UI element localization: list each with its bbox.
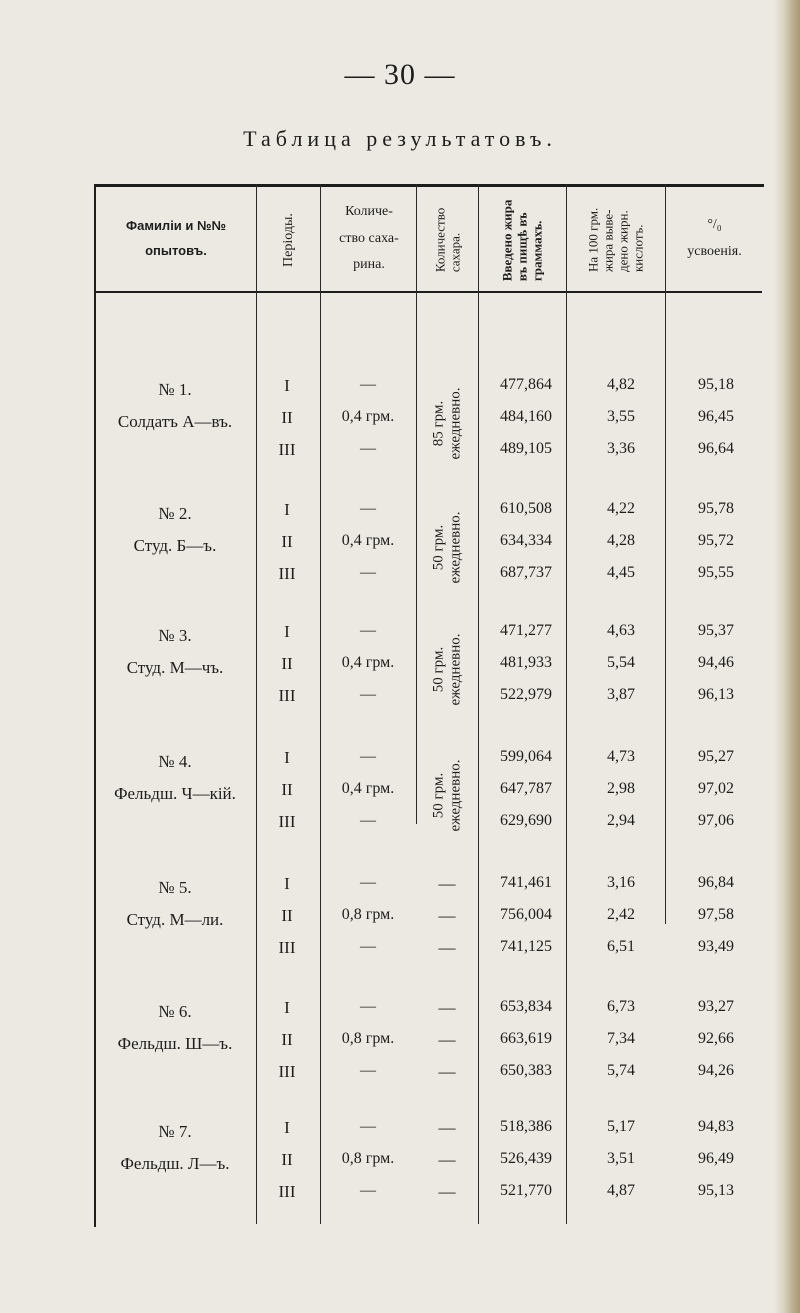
absorption-percent: 95,13 (698, 1182, 734, 1199)
absorption-percent: 97,06 (698, 812, 734, 829)
saccharin-amount: — (360, 1182, 376, 1199)
fat-intake: 521,770 (500, 1182, 552, 1199)
header-rule (94, 291, 762, 293)
fat-excreted: 6,73 (607, 998, 635, 1015)
subject-name: Студ. Б—ъ. (133, 536, 217, 555)
absorption-percent: 96,84 (698, 874, 734, 891)
fat-excreted: 4,22 (607, 500, 635, 517)
period: I (284, 1118, 290, 1137)
fat-intake: 663,619 (500, 1030, 552, 1047)
fat-excreted: 5,74 (607, 1062, 635, 1079)
page-title: Таблица результатовъ. (243, 126, 557, 151)
absorption-percent: 94,26 (698, 1062, 734, 1079)
fat-excreted: 5,17 (607, 1118, 635, 1135)
fat-excreted: 3,36 (607, 440, 635, 457)
fat-excreted: 4,82 (607, 376, 635, 393)
period: II (281, 780, 293, 799)
subject-name: Студ. М—ли. (126, 910, 224, 929)
absorption-percent: 93,27 (698, 998, 734, 1015)
fat-excreted: 3,51 (607, 1150, 635, 1167)
saccharin-amount: — (360, 938, 376, 955)
saccharin-amount: — (360, 1118, 376, 1135)
experiment-row-1 (94, 368, 762, 491)
sugar-quantity: 50 грм. ежедневно. (430, 633, 463, 705)
period: III (278, 812, 296, 831)
saccharin-amount: — (360, 622, 376, 639)
period: I (284, 748, 290, 767)
header-sugar-quantity: Количество сахара. (432, 207, 462, 273)
period: II (281, 1150, 293, 1169)
fat-excreted: 2,94 (607, 812, 635, 829)
fat-excreted: 4,28 (607, 532, 635, 549)
experiment-number: № 5. (158, 878, 192, 897)
absorption-percent: 92,66 (698, 1030, 734, 1047)
saccharin-amount: — (360, 812, 376, 829)
sugar-quantity: — (438, 1118, 456, 1137)
sugar-quantity: — (438, 1062, 456, 1081)
absorption-percent: 96,64 (698, 440, 734, 457)
absorption-percent: 95,37 (698, 622, 734, 639)
saccharin-amount: 0,8 грм. (341, 1150, 395, 1167)
experiment-row-4 (94, 740, 762, 863)
experiment-number: № 7. (158, 1122, 192, 1141)
experiment-number: № 3. (158, 626, 192, 645)
header-fat-excreted: На 100 грм. жира выве- дено жирн. кислотъ. (585, 207, 646, 273)
saccharin-amount: — (360, 998, 376, 1015)
subject-name: Фельдш. Л—ъ. (120, 1154, 230, 1173)
saccharin-amount: — (360, 686, 376, 703)
fat-excreted: 5,54 (607, 654, 635, 671)
absorption-percent: 97,02 (698, 780, 734, 797)
fat-intake: 522,979 (500, 686, 552, 703)
sugar-quantity: 85 грм. ежедневно. (430, 387, 463, 459)
fat-intake: 477,864 (500, 376, 552, 393)
subject-name: Фельдш. Ш—ъ. (117, 1034, 233, 1053)
period: II (281, 654, 293, 673)
header-periods: Періоды. (280, 213, 296, 267)
absorption-percent: 96,49 (698, 1150, 734, 1167)
sugar-quantity: 50 грм. ежедневно. (430, 511, 463, 583)
sugar-quantity: — (438, 1150, 456, 1169)
fat-excreted: 4,63 (607, 622, 635, 639)
experiment-row-3 (94, 614, 762, 737)
experiment-number: № 4. (158, 752, 192, 771)
absorption-percent: 94,83 (698, 1118, 734, 1135)
period: II (281, 906, 293, 925)
sugar-quantity: — (438, 998, 456, 1017)
experiment-number: № 2. (158, 504, 192, 523)
fat-excreted: 4,45 (607, 564, 635, 581)
experiment-row-6 (94, 990, 762, 1113)
period: III (278, 686, 296, 705)
fat-intake: 647,787 (500, 780, 552, 797)
fat-excreted: 2,42 (607, 906, 635, 923)
period: III (278, 440, 296, 459)
fat-excreted: 3,87 (607, 686, 635, 703)
sugar-quantity: — (438, 874, 456, 893)
saccharin-amount: — (360, 1062, 376, 1079)
page-number: — 30 — (344, 58, 456, 91)
saccharin-amount: — (360, 874, 376, 891)
fat-intake: 489,105 (500, 440, 552, 457)
saccharin-amount: 0,4 грм. (341, 408, 395, 425)
saccharin-amount: — (360, 564, 376, 581)
header-fat-intake: Введено жира въ пищѣ въ граммахъ. (499, 199, 545, 281)
header-absorption: °/₀ усвоенія. (687, 217, 742, 259)
period: II (281, 1030, 293, 1049)
fat-intake: 629,690 (500, 812, 552, 829)
saccharin-amount: — (360, 440, 376, 457)
experiment-row-5 (94, 866, 762, 989)
fat-intake: 484,160 (500, 408, 552, 425)
fat-intake: 653,834 (500, 998, 552, 1015)
period: II (281, 408, 293, 427)
experiment-number: № 6. (158, 1002, 192, 1021)
period: I (284, 376, 290, 395)
period: II (281, 532, 293, 551)
period: III (278, 1182, 296, 1201)
saccharin-amount: 0,4 грм. (341, 654, 395, 671)
absorption-percent: 96,45 (698, 408, 734, 425)
experiment-row-7 (94, 1110, 762, 1233)
saccharin-amount: 0,4 грм. (341, 780, 395, 797)
absorption-percent: 95,72 (698, 532, 734, 549)
absorption-percent: 95,55 (698, 564, 734, 581)
sugar-quantity: — (438, 906, 456, 925)
absorption-percent: 93,49 (698, 938, 734, 955)
fat-intake: 687,737 (500, 564, 552, 581)
fat-intake: 526,439 (500, 1150, 552, 1167)
period: I (284, 998, 290, 1017)
fat-intake: 756,004 (500, 906, 552, 923)
saccharin-amount: — (360, 500, 376, 517)
fat-excreted: 3,16 (607, 874, 635, 891)
experiment-number: № 1. (158, 380, 192, 399)
sugar-quantity: — (438, 938, 456, 957)
fat-excreted: 2,98 (607, 780, 635, 797)
fat-intake: 741,125 (500, 938, 552, 955)
fat-intake: 518,386 (500, 1118, 552, 1135)
subject-name: Студ. М—чъ. (126, 658, 224, 677)
fat-excreted: 3,55 (607, 408, 635, 425)
fat-intake: 650,383 (500, 1062, 552, 1079)
fat-intake: 741,461 (500, 874, 552, 891)
saccharin-amount: — (360, 748, 376, 765)
period: III (278, 938, 296, 957)
subject-name: Фельдш. Ч—кій. (114, 784, 236, 803)
subject-name: Солдатъ А—въ. (117, 412, 233, 431)
absorption-percent: 95,18 (698, 376, 734, 393)
absorption-percent: 95,27 (698, 748, 734, 765)
experiment-row-2 (94, 492, 762, 615)
fat-excreted: 4,87 (607, 1182, 635, 1199)
period: I (284, 622, 290, 641)
fat-intake: 634,334 (500, 532, 552, 549)
absorption-percent: 95,78 (698, 500, 734, 517)
sugar-quantity: 50 грм. ежедневно. (430, 759, 463, 831)
fat-intake: 481,933 (500, 654, 552, 671)
period: III (278, 1062, 296, 1081)
page-edge (774, 0, 800, 1313)
period: I (284, 874, 290, 893)
fat-intake: 471,277 (500, 622, 552, 639)
sugar-quantity: — (438, 1182, 456, 1201)
fat-intake: 610,508 (500, 500, 552, 517)
period: I (284, 500, 290, 519)
saccharin-amount: 0,4 грм. (341, 532, 395, 549)
saccharin-amount: — (360, 376, 376, 393)
fat-excreted: 6,51 (607, 938, 635, 955)
fat-excreted: 7,34 (607, 1030, 635, 1047)
header-saccharin: Количе- ство саха- рина. (339, 204, 399, 273)
fat-intake: 599,064 (500, 748, 552, 765)
absorption-percent: 96,13 (698, 686, 734, 703)
header-name: Фамиліи и №№ опытовъ. (126, 218, 226, 258)
saccharin-amount: 0,8 грм. (341, 906, 395, 923)
fat-excreted: 4,73 (607, 748, 635, 765)
sugar-quantity: — (438, 1030, 456, 1049)
absorption-percent: 97,58 (698, 906, 734, 923)
period: III (278, 564, 296, 583)
saccharin-amount: 0,8 грм. (341, 1030, 395, 1047)
absorption-percent: 94,46 (698, 654, 734, 671)
